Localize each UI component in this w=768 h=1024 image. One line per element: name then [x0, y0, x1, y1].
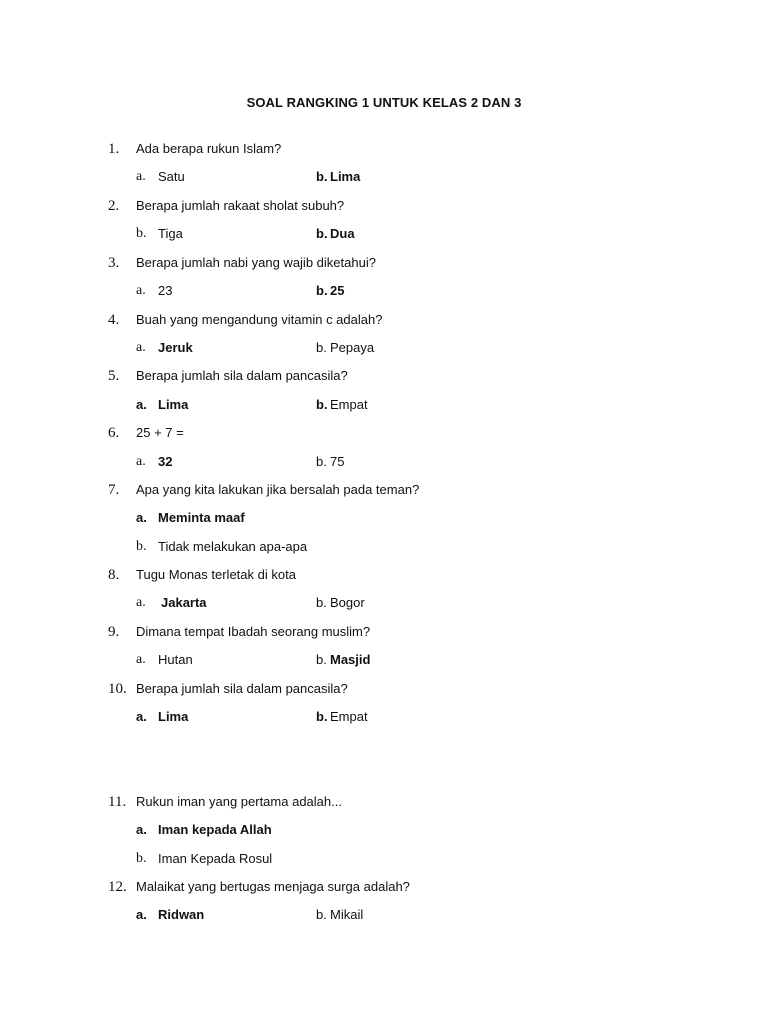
option-letter: b.: [316, 397, 328, 412]
question-4-options: [0, 338, 768, 358]
question-number: 11.: [108, 794, 127, 810]
option-text: Mikail: [330, 907, 364, 922]
question-number: 9.: [108, 624, 120, 640]
question-11-option-b: [0, 849, 768, 869]
option-letter: a.: [136, 340, 146, 355]
question-3: [0, 253, 768, 273]
question-text: Malaikat yang bertugas menjaga surga adalah?: [136, 879, 410, 894]
option-text: 75: [330, 454, 345, 469]
question-4: [0, 310, 768, 330]
question-number: 3.: [108, 255, 120, 271]
option-letter: b.: [316, 340, 327, 355]
option-text: Jakarta: [161, 595, 207, 610]
question-12: [0, 877, 768, 897]
option-letter: a.: [136, 454, 146, 469]
question-10-options: [0, 707, 768, 727]
question-number: 6.: [108, 425, 120, 441]
option-text: Iman kepada Allah: [158, 822, 272, 837]
option-letter: a.: [136, 907, 147, 922]
question-9-options: [0, 650, 768, 670]
option-letter: b.: [316, 652, 327, 667]
option-text: Empat: [330, 709, 368, 724]
option-text: Pepaya: [330, 340, 375, 355]
option-text: Hutan: [158, 652, 193, 667]
option-letter: a.: [136, 595, 146, 610]
option-text: Lima: [158, 709, 189, 724]
option-text: 25: [330, 283, 345, 298]
question-6: [0, 423, 768, 443]
question-text: Berapa jumlah nabi yang wajib diketahui?: [136, 255, 376, 270]
option-text: Jeruk: [158, 340, 193, 355]
question-text: Tugu Monas terletak di kota: [136, 567, 296, 582]
question-number: 12.: [108, 879, 127, 895]
option-letter: b.: [316, 226, 328, 241]
question-number: 10.: [108, 681, 127, 697]
question-5: [0, 366, 768, 386]
option-text: Empat: [330, 397, 368, 412]
option-text: Lima: [158, 397, 189, 412]
question-9: [0, 622, 768, 642]
option-letter: b.: [316, 454, 327, 469]
question-number: 5.: [108, 368, 120, 384]
question-11-option-a: [0, 820, 768, 840]
question-1-options: [0, 167, 768, 187]
option-letter: a.: [136, 169, 146, 184]
option-text: 32: [158, 454, 173, 469]
question-1: [0, 139, 768, 159]
option-letter: a.: [136, 822, 147, 837]
question-8: [0, 565, 768, 585]
question-12-options: [0, 905, 768, 925]
option-letter: b.: [316, 709, 328, 724]
option-text: Tidak melakukan apa-apa: [158, 539, 308, 554]
option-letter: a.: [136, 283, 146, 298]
option-letter: a.: [136, 397, 147, 412]
question-11: [0, 792, 768, 812]
option-letter: a.: [136, 709, 147, 724]
question-text: Berapa jumlah rakaat sholat subuh?: [136, 198, 345, 213]
option-text: Tiga: [158, 226, 183, 241]
question-text: Apa yang kita lakukan jika bersalah pada teman?: [136, 482, 420, 497]
question-7-option-b: [0, 537, 768, 557]
question-6-options: [0, 452, 768, 472]
option-letter: b.: [136, 851, 147, 866]
question-5-options: [0, 395, 768, 415]
option-letter: b.: [316, 169, 328, 184]
option-letter: a.: [136, 652, 146, 667]
option-text: Bogor: [330, 595, 365, 610]
option-text: Masjid: [330, 652, 371, 667]
question-2-options: [0, 224, 768, 244]
question-text: 25 + 7 =: [136, 425, 184, 440]
question-2: [0, 196, 768, 216]
question-number: 7.: [108, 482, 120, 498]
option-letter: a.: [136, 510, 147, 525]
question-number: 4.: [108, 312, 120, 328]
option-text: 23: [158, 283, 173, 298]
question-text: Berapa jumlah sila dalam pancasila?: [136, 368, 348, 383]
question-number: 2.: [108, 198, 120, 214]
option-text: Meminta maaf: [158, 510, 245, 525]
option-text: Ridwan: [158, 907, 205, 922]
document-title: SOAL RANGKING 1 UNTUK KELAS 2 DAN 3: [246, 95, 522, 110]
question-number: 1.: [108, 141, 120, 157]
option-text: Lima: [330, 169, 361, 184]
question-text: Dimana tempat Ibadah seorang muslim?: [136, 624, 371, 639]
question-3-options: [0, 281, 768, 301]
option-letter: b.: [316, 595, 327, 610]
option-text: Dua: [330, 226, 355, 241]
option-letter: b.: [316, 907, 327, 922]
option-letter: b.: [316, 283, 328, 298]
option-text: Satu: [158, 169, 185, 184]
question-text: Rukun iman yang pertama adalah...: [136, 794, 342, 809]
question-10: [0, 679, 768, 699]
question-text: Berapa jumlah sila dalam pancasila?: [136, 681, 348, 696]
question-7: [0, 480, 768, 500]
option-text: Iman Kepada Rosul: [158, 851, 273, 866]
question-text: Ada berapa rukun Islam?: [136, 141, 282, 156]
question-text: Buah yang mengandung vitamin c adalah?: [136, 312, 383, 327]
option-letter: b.: [136, 539, 147, 554]
question-number: 8.: [108, 567, 120, 583]
question-7-option-a: [0, 508, 768, 528]
question-8-options: [0, 593, 768, 613]
option-letter: b.: [136, 226, 147, 241]
